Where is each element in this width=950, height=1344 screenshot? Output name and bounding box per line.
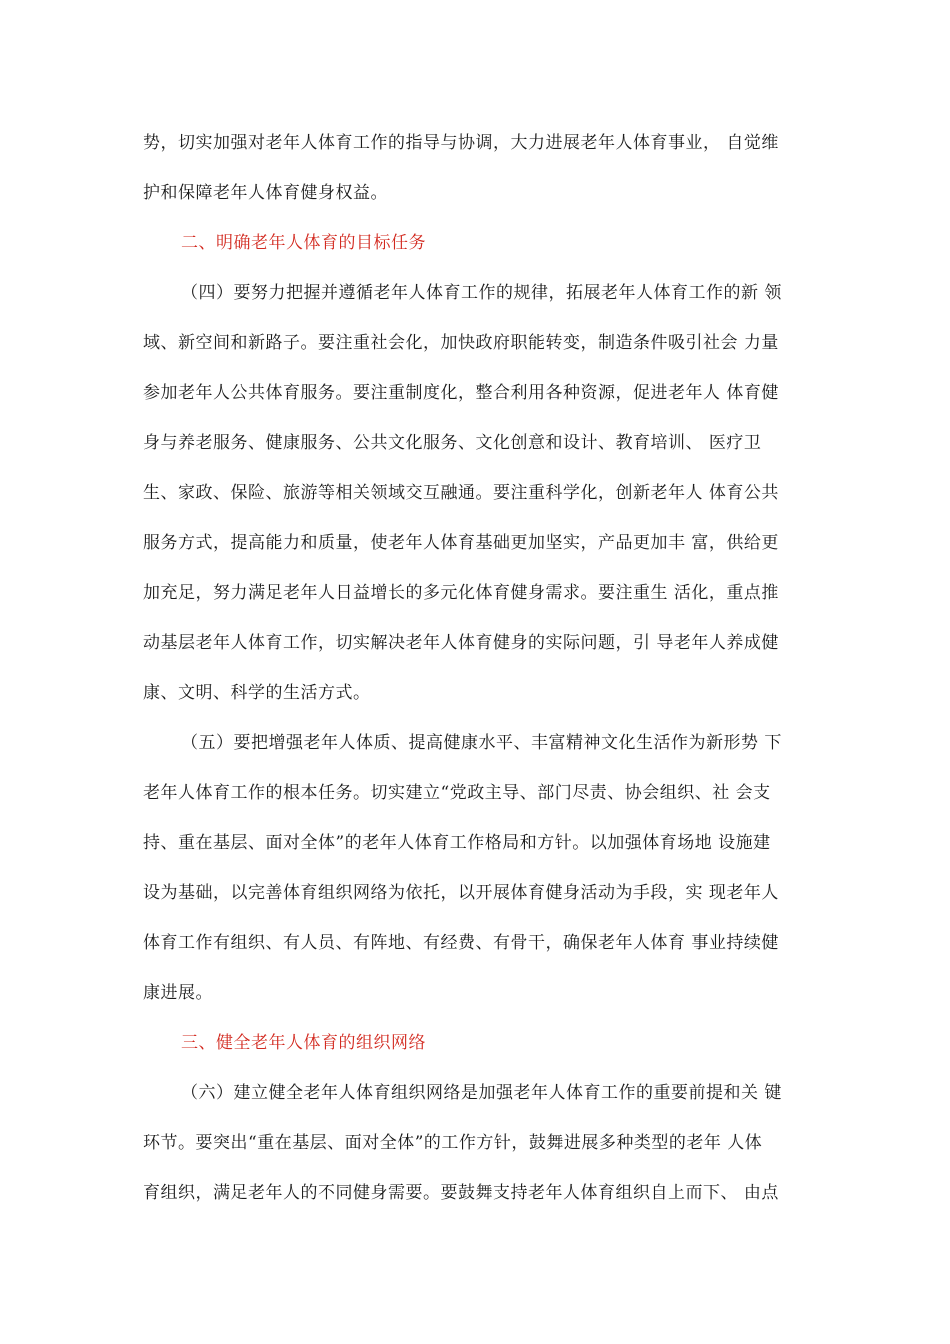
paragraph-line-9: 服务方式，提高能力和质量，使老年人体育基础更加坚实，产品更加丰 富，供给更 bbox=[143, 533, 779, 553]
paragraph-line-16: 设为基础，以完善体育组织网络为依托，以开展体育健身活动为手段，实 现老年人 bbox=[143, 883, 779, 903]
paragraph-line-18: 康进展。 bbox=[143, 983, 213, 1003]
paragraph-line-8: 生、家政、保险、旅游等相关领域交互融通。要注重科学化，创新老年人 体育公共 bbox=[143, 483, 779, 503]
paragraph-line-1: 势，切实加强对老年人体育工作的指导与协调，大力进展老年人体育事业， 自觉维 bbox=[143, 133, 779, 153]
paragraph-line-20: （六）建立健全老年人体育组织网络是加强老年人体育工作的重要前提和关 键 bbox=[181, 1083, 782, 1103]
section-heading-2: 二、明确老年人体育的目标任务 bbox=[181, 233, 426, 253]
paragraph-line-11: 动基层老年人体育工作，切实解决老年人体育健身的实际问题，引 导老年人养成健 bbox=[143, 633, 779, 653]
paragraph-line-12: 康、文明、科学的生活方式。 bbox=[143, 683, 371, 703]
section-heading-3: 三、健全老年人体育的组织网络 bbox=[181, 1033, 426, 1053]
paragraph-line-22: 育组织，满足老年人的不同健身需要。要鼓舞支持老年人体育组织自上而下、 由点 bbox=[143, 1183, 779, 1203]
paragraph-line-4: （四）要努力把握并遵循老年人体育工作的规律，拓展老年人体育工作的新 领 bbox=[181, 283, 782, 303]
paragraph-line-14: 老年人体育工作的根本任务。切实建立“党政主导、部门尽责、协会组织、社 会支 bbox=[143, 783, 771, 803]
paragraph-line-21: 环节。要突出“重在基层、面对全体”的工作方针，鼓舞进展多种类型的老年 人体 bbox=[143, 1133, 763, 1153]
paragraph-line-2: 护和保障老年人体育健身权益。 bbox=[143, 183, 388, 203]
paragraph-line-7: 身与养老服务、健康服务、公共文化服务、文化创意和设计、教育培训、 医疗卫 bbox=[143, 433, 762, 453]
paragraph-line-17: 体育工作有组织、有人员、有阵地、有经费、有骨干，确保老年人体育 事业持续健 bbox=[143, 933, 779, 953]
paragraph-line-6: 参加老年人公共体育服务。要注重制度化，整合利用各种资源，促进老年人 体育健 bbox=[143, 383, 779, 403]
paragraph-line-13: （五）要把增强老年人体质、提高健康水平、丰富精神文化生活作为新形势 下 bbox=[181, 733, 782, 753]
paragraph-line-5: 域、新空间和新路子。要注重社会化，加快政府职能转变，制造条件吸引社会 力量 bbox=[143, 333, 779, 353]
paragraph-line-10: 加充足，努力满足老年人日益增长的多元化体育健身需求。要注重生 活化，重点推 bbox=[143, 583, 779, 603]
paragraph-line-15: 持、重在基层、面对全体”的老年人体育工作格局和方针。以加强体育场地 设施建 bbox=[143, 833, 771, 853]
